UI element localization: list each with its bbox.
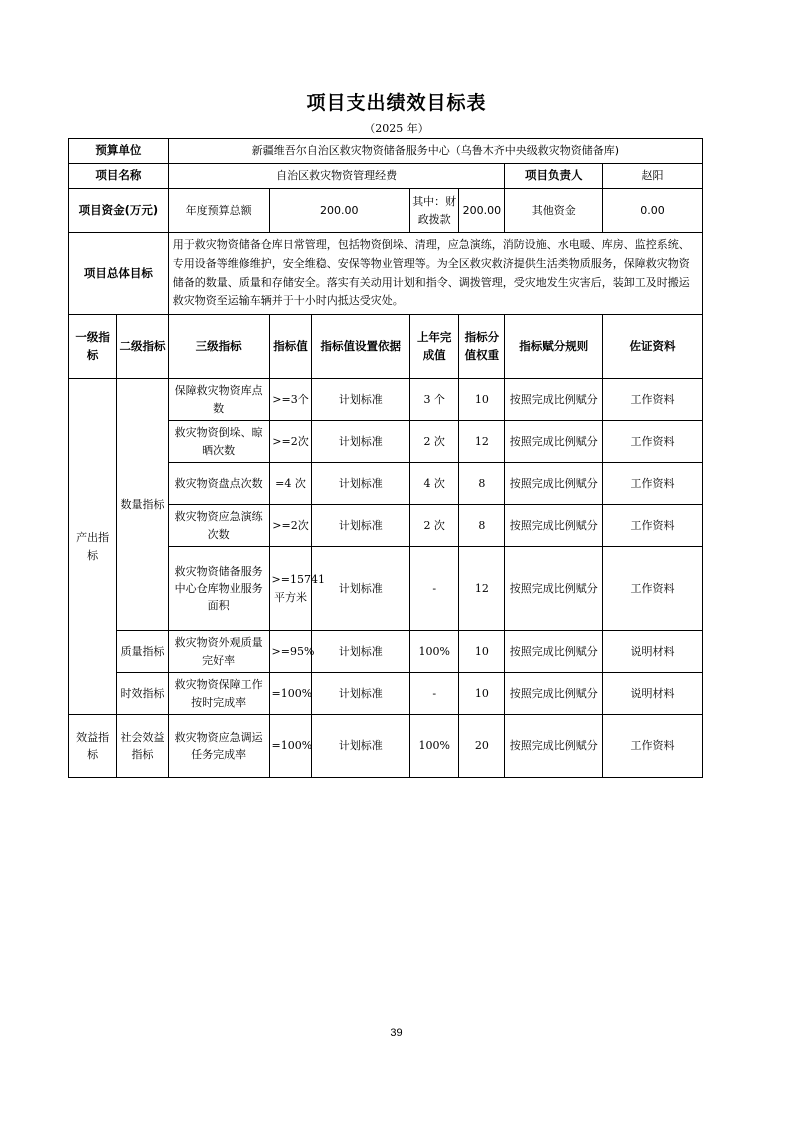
indicator-value: >=2次 [269, 421, 312, 463]
budget-unit-label: 预算单位 [69, 139, 169, 164]
level2-timeliness: 时效指标 [117, 673, 168, 715]
indicator-evidence: 工作资料 [603, 379, 703, 421]
indicator-weight: 8 [459, 463, 505, 505]
fiscal-allocation-value: 200.00 [459, 189, 505, 233]
indicator-basis: 计划标准 [312, 421, 410, 463]
indicator-value: >=3个 [269, 379, 312, 421]
indicator-evidence: 说明材料 [603, 631, 703, 673]
indicator-basis: 计划标准 [312, 505, 410, 547]
indicator-value: =4 次 [269, 463, 312, 505]
indicator-evidence: 说明材料 [603, 673, 703, 715]
indicator-weight: 8 [459, 505, 505, 547]
indicator-prev: 100% [410, 715, 459, 778]
indicator-name: 救灾物资保障工作按时完成率 [168, 673, 269, 715]
annual-budget-value: 200.00 [269, 189, 409, 233]
indicator-weight: 20 [459, 715, 505, 778]
indicator-name: 救灾物资应急演练次数 [168, 505, 269, 547]
indicator-rule: 按照完成比例赋分 [505, 715, 603, 778]
indicator-basis: 计划标准 [312, 547, 410, 631]
header-level2: 二级指标 [117, 315, 168, 379]
level1-output: 产出指标 [69, 379, 117, 715]
indicator-basis: 计划标准 [312, 379, 410, 421]
page-title: 项目支出绩效目标表 [306, 92, 487, 114]
indicator-weight: 10 [459, 673, 505, 715]
project-name-value: 自治区救灾物资管理经费 [168, 164, 505, 189]
header-evidence: 佐证资料 [603, 315, 703, 379]
year-subtitle: （2025 年） [364, 122, 429, 135]
fiscal-allocation-label: 其中：财政拨款 [410, 189, 459, 233]
indicator-weight: 12 [459, 421, 505, 463]
indicator-rule: 按照完成比例赋分 [505, 505, 603, 547]
indicator-rule: 按照完成比例赋分 [505, 631, 603, 673]
indicator-weight: 10 [459, 631, 505, 673]
indicator-basis: 计划标准 [312, 673, 410, 715]
indicator-value: =100% [269, 715, 312, 778]
header-basis: 指标值设置依据 [312, 315, 410, 379]
indicator-value: =100% [269, 673, 312, 715]
project-leader-label: 项目负责人 [505, 164, 603, 189]
indicator-evidence: 工作资料 [603, 463, 703, 505]
header-prev-year: 上年完成值 [410, 315, 459, 379]
page-number: 39 [390, 1027, 403, 1039]
indicator-value: >=2次 [269, 505, 312, 547]
indicator-rule: 按照完成比例赋分 [505, 421, 603, 463]
indicator-evidence: 工作资料 [603, 547, 703, 631]
indicator-rule: 按照完成比例赋分 [505, 379, 603, 421]
indicator-basis: 计划标准 [312, 463, 410, 505]
level2-quality: 质量指标 [117, 631, 168, 673]
level2-social-benefit: 社会效益指标 [117, 715, 168, 778]
header-value: 指标值 [269, 315, 312, 379]
header-rule: 指标赋分规则 [505, 315, 603, 379]
indicator-prev: - [410, 547, 459, 631]
overall-goal-label: 项目总体目标 [69, 233, 169, 315]
indicator-prev: 100% [410, 631, 459, 673]
project-funds-label: 项目资金(万元) [69, 189, 169, 233]
indicator-evidence: 工作资料 [603, 715, 703, 778]
project-name-label: 项目名称 [69, 164, 169, 189]
indicator-rule: 按照完成比例赋分 [505, 463, 603, 505]
header-level3: 三级指标 [168, 315, 269, 379]
indicator-name: 救灾物资倒垛、晾晒次数 [168, 421, 269, 463]
indicator-prev: - [410, 673, 459, 715]
project-leader-value: 赵阳 [603, 164, 703, 189]
indicator-prev: 3 个 [410, 379, 459, 421]
indicator-value: >=15741平方米 [269, 547, 312, 631]
indicator-name: 救灾物资外观质量完好率 [168, 631, 269, 673]
level2-quantity: 数量指标 [117, 379, 168, 631]
indicator-name: 救灾物资应急调运任务完成率 [168, 715, 269, 778]
header-weight: 指标分值权重 [459, 315, 505, 379]
indicator-evidence: 工作资料 [603, 421, 703, 463]
indicator-evidence: 工作资料 [603, 505, 703, 547]
indicator-name: 保障救灾物资库点数 [168, 379, 269, 421]
header-level1: 一级指标 [69, 315, 117, 379]
indicator-basis: 计划标准 [312, 715, 410, 778]
indicator-prev: 4 次 [410, 463, 459, 505]
indicator-name: 救灾物资储备服务中心仓库物业服务面积 [168, 547, 269, 631]
indicator-basis: 计划标准 [312, 631, 410, 673]
indicator-rule: 按照完成比例赋分 [505, 547, 603, 631]
indicator-weight: 12 [459, 547, 505, 631]
indicator-name: 救灾物资盘点次数 [168, 463, 269, 505]
annual-budget-label: 年度预算总额 [168, 189, 269, 233]
other-funds-value: 0.00 [640, 203, 665, 217]
indicator-weight: 10 [459, 379, 505, 421]
indicator-prev: 2 次 [410, 421, 459, 463]
performance-target-table [68, 138, 703, 778]
indicator-rule: 按照完成比例赋分 [505, 673, 603, 715]
indicator-value: >=95% [269, 631, 312, 673]
level1-benefit: 效益指标 [69, 715, 117, 778]
overall-goal-text: 用于救灾物资储备仓库日常管理，包括物资倒垛、清理，应急演练，消防设施、水电暖、库房、监控系统、专用设备等维修维护，安全维稳、安保等物业管理等。为全区救灾救济提供生活类物质服务，保障救灾物资储备的数量、质量和存储安全。落实有关动用计划和指令、调拨管理，受灾地发生灾害后，装卸工及时搬运救灾物资至运输车辆并于十小时内抵达受灾处。 [168, 233, 702, 315]
budget-unit-value: 新疆维吾尔自治区救灾物资储备服务中心（乌鲁木齐中央级救灾物资储备库) [168, 139, 702, 164]
indicator-prev: 2 次 [410, 505, 459, 547]
other-funds-label: 其他资金 [505, 189, 603, 233]
